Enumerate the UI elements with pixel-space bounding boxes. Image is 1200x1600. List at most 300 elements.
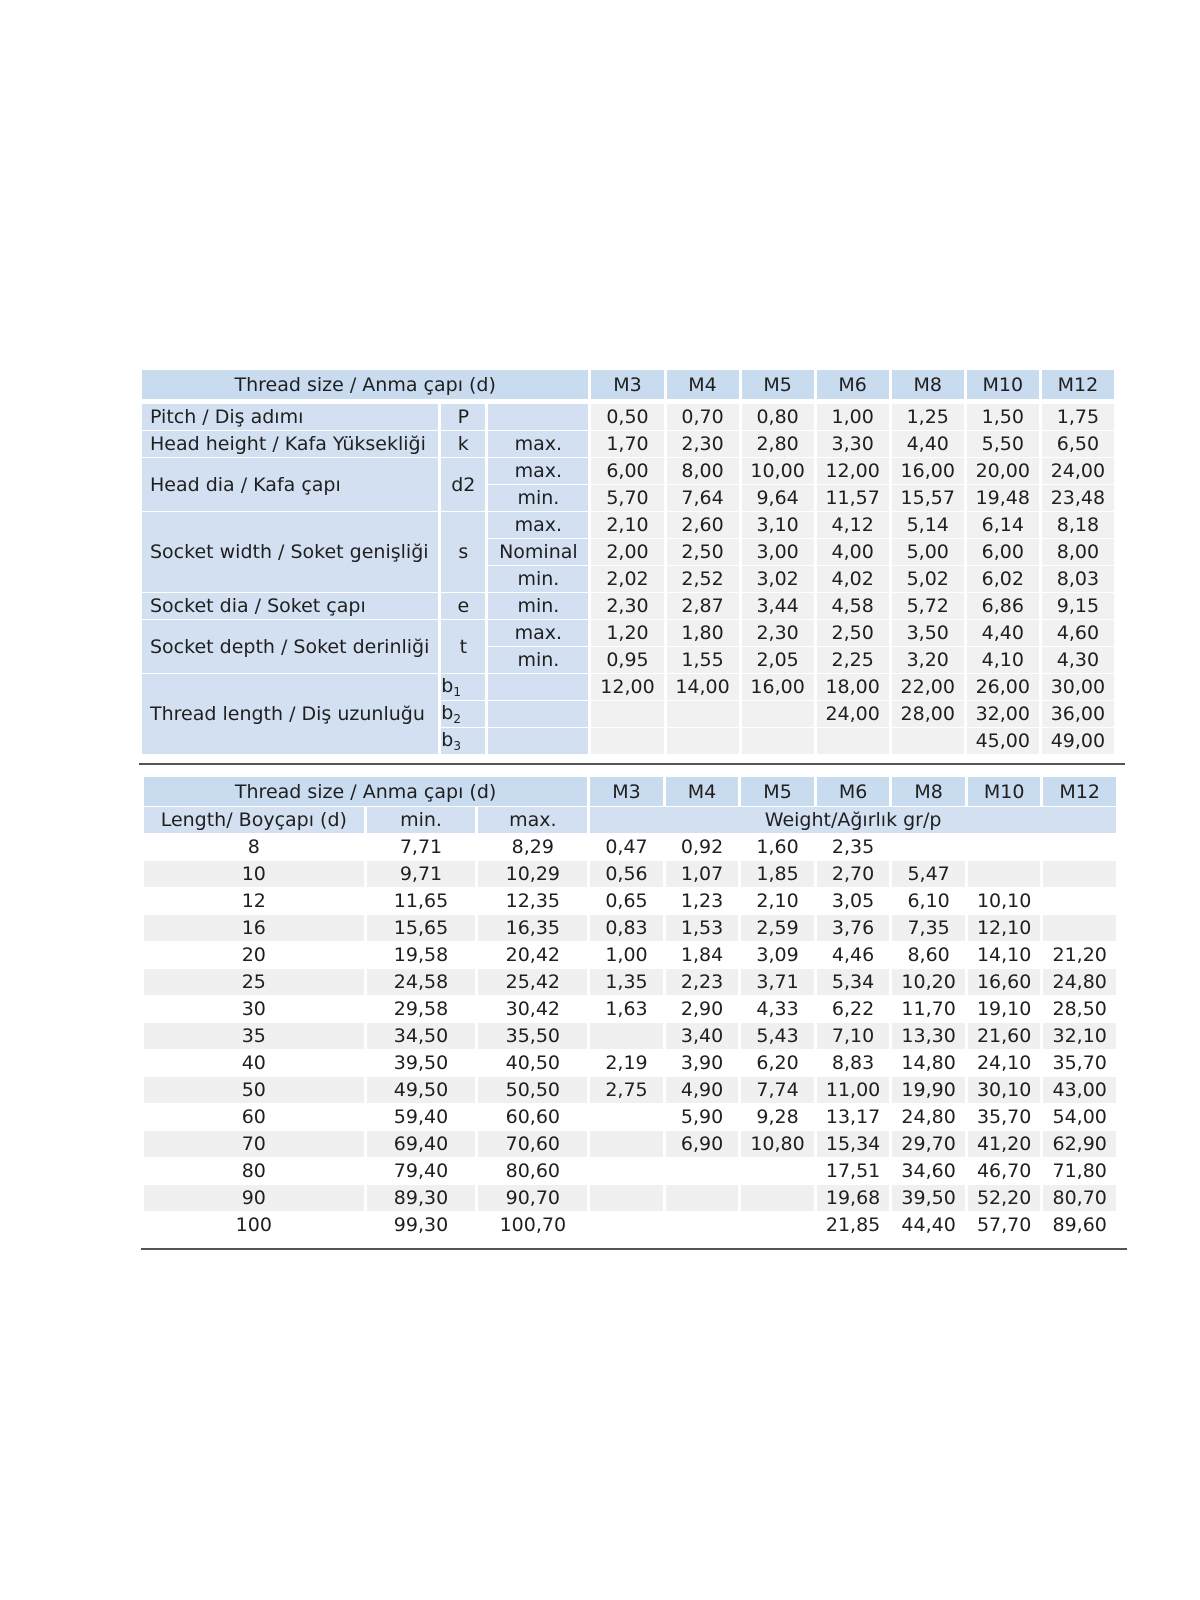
value-cell: 3,50 <box>892 620 964 646</box>
socket-depth-symbol: t <box>441 620 485 673</box>
value-cell: 11,57 <box>817 485 889 511</box>
weights-table <box>141 776 1119 1239</box>
weight-cell: 54,00 <box>1043 1104 1116 1130</box>
socket-dia-symbol: e <box>441 593 485 619</box>
size-header: M3 <box>590 777 663 806</box>
weight-cell: 0,65 <box>590 888 663 914</box>
value-cell: 3,10 <box>742 512 814 538</box>
value-cell: 8,00 <box>1042 539 1114 565</box>
value-cell: 3,00 <box>742 539 814 565</box>
size-header: M8 <box>892 370 964 399</box>
weight-cell: 2,90 <box>666 996 739 1022</box>
value-cell: 5,70 <box>591 485 663 511</box>
value-cell: 6,86 <box>967 593 1039 619</box>
max-cell: 8,29 <box>478 834 587 860</box>
value-cell: 1,80 <box>667 620 739 646</box>
table-row <box>144 1050 1116 1076</box>
weight-cell: 14,10 <box>968 942 1041 968</box>
min-cell: 19,58 <box>367 942 476 968</box>
thread-length-row <box>142 674 1114 700</box>
value-cell: 2,87 <box>667 593 739 619</box>
min-cell: 15,65 <box>367 915 476 941</box>
size-header: M8 <box>892 777 965 806</box>
length-cell: 30 <box>144 996 364 1022</box>
table1-bottom-rule <box>139 763 1125 765</box>
pitch-qualifier <box>488 404 588 430</box>
spacer-cell <box>142 400 1114 403</box>
max-cell: 40,50 <box>478 1050 587 1076</box>
value-cell: 4,58 <box>817 593 889 619</box>
head-dia-label: Head dia / Kafa çapı <box>142 458 438 511</box>
size-header: M12 <box>1043 777 1116 806</box>
weight-cell: 39,50 <box>892 1185 965 1211</box>
weight-cell: 24,80 <box>892 1104 965 1130</box>
weight-cell: 1,07 <box>666 861 739 887</box>
weight-cell: 2,19 <box>590 1050 663 1076</box>
size-header: M3 <box>591 370 663 399</box>
max-cell: 10,29 <box>478 861 587 887</box>
max-header: max. <box>478 807 587 833</box>
weight-cell: 52,20 <box>968 1185 1041 1211</box>
table-row <box>144 1104 1116 1130</box>
weight-cell: 7,10 <box>817 1023 890 1049</box>
weight-header: Weight/Ağırlık gr/p <box>590 807 1116 833</box>
value-cell: 2,80 <box>742 431 814 457</box>
max-cell: 25,42 <box>478 969 587 995</box>
weight-cell: 1,00 <box>590 942 663 968</box>
value-cell: 49,00 <box>1042 728 1114 754</box>
weight-cell: 4,90 <box>666 1077 739 1103</box>
weight-cell: 19,10 <box>968 996 1041 1022</box>
weight-cell <box>1043 834 1116 860</box>
value-cell: 10,00 <box>742 458 814 484</box>
weight-cell: 2,59 <box>741 915 814 941</box>
size-header: M10 <box>968 777 1041 806</box>
value-cell: 6,02 <box>967 566 1039 592</box>
value-cell: 5,00 <box>892 539 964 565</box>
value-cell: 9,64 <box>742 485 814 511</box>
weight-cell: 7,74 <box>741 1077 814 1103</box>
length-cell: 16 <box>144 915 364 941</box>
table-row <box>144 915 1116 941</box>
value-cell: 2,30 <box>667 431 739 457</box>
symbol-b: b <box>441 675 454 697</box>
weight-cell: 32,10 <box>1043 1023 1116 1049</box>
table-row <box>144 834 1116 860</box>
weight-cell <box>1043 888 1116 914</box>
symbol-subscript: 1 <box>453 685 461 699</box>
value-cell: 4,30 <box>1042 647 1114 673</box>
min-cell: 99,30 <box>367 1212 476 1238</box>
table-row <box>144 861 1116 887</box>
min-cell: 59,40 <box>367 1104 476 1130</box>
size-header: M5 <box>742 370 814 399</box>
min-cell: 11,65 <box>367 888 476 914</box>
weight-cell <box>590 1104 663 1130</box>
value-cell: 5,50 <box>967 431 1039 457</box>
length-cell: 20 <box>144 942 364 968</box>
max-cell: 12,35 <box>478 888 587 914</box>
weight-cell <box>741 1158 814 1184</box>
weight-cell: 46,70 <box>968 1158 1041 1184</box>
value-cell: 0,70 <box>667 404 739 430</box>
weight-cell: 6,10 <box>892 888 965 914</box>
pitch-row <box>142 404 1114 430</box>
size-header: M6 <box>817 777 890 806</box>
weight-cell: 1,60 <box>741 834 814 860</box>
weight-cell: 2,75 <box>590 1077 663 1103</box>
weight-cell: 13,30 <box>892 1023 965 1049</box>
value-cell: 2,00 <box>591 539 663 565</box>
weight-cell <box>666 1185 739 1211</box>
socket-width-symbol: s <box>441 512 485 592</box>
weight-cell: 21,85 <box>817 1212 890 1238</box>
value-cell: 8,00 <box>667 458 739 484</box>
value-cell: 2,10 <box>591 512 663 538</box>
value-cell: 18,00 <box>817 674 889 700</box>
weight-cell: 13,17 <box>817 1104 890 1130</box>
value-cell: 23,48 <box>1042 485 1114 511</box>
length-cell: 70 <box>144 1131 364 1157</box>
weight-cell: 16,60 <box>968 969 1041 995</box>
head-height-symbol: k <box>441 431 485 457</box>
thread-length-qualifier <box>488 701 588 727</box>
value-cell: 1,75 <box>1042 404 1114 430</box>
size-header: M12 <box>1042 370 1114 399</box>
thread-length-qualifier <box>488 728 588 754</box>
value-cell: 0,95 <box>591 647 663 673</box>
weight-cell: 14,80 <box>892 1050 965 1076</box>
weight-cell: 6,90 <box>666 1131 739 1157</box>
table2-subheader-row <box>144 807 1116 833</box>
weight-cell: 5,34 <box>817 969 890 995</box>
weight-cell <box>741 1185 814 1211</box>
weight-cell: 10,10 <box>968 888 1041 914</box>
value-cell: 12,00 <box>591 674 663 700</box>
weight-cell: 62,90 <box>1043 1131 1116 1157</box>
dimensions-table <box>139 369 1117 755</box>
weight-cell: 4,33 <box>741 996 814 1022</box>
value-cell: 8,03 <box>1042 566 1114 592</box>
value-cell: 28,00 <box>892 701 964 727</box>
weight-cell <box>1043 861 1116 887</box>
table-row <box>144 969 1116 995</box>
weight-cell: 1,23 <box>666 888 739 914</box>
value-cell: 3,20 <box>892 647 964 673</box>
value-cell: 4,40 <box>967 620 1039 646</box>
value-cell: 4,60 <box>1042 620 1114 646</box>
weight-cell: 3,76 <box>817 915 890 941</box>
weight-cell: 5,43 <box>741 1023 814 1049</box>
value-cell: 0,50 <box>591 404 663 430</box>
weight-cell: 5,47 <box>892 861 965 887</box>
length-cell: 35 <box>144 1023 364 1049</box>
value-cell: 14,00 <box>667 674 739 700</box>
weight-cell: 5,90 <box>666 1104 739 1130</box>
value-cell: 1,20 <box>591 620 663 646</box>
table-row <box>144 888 1116 914</box>
socket-depth-row <box>142 620 1114 646</box>
weight-cell: 2,23 <box>666 969 739 995</box>
value-cell: 26,00 <box>967 674 1039 700</box>
weight-cell: 0,83 <box>590 915 663 941</box>
weight-cell: 3,90 <box>666 1050 739 1076</box>
weight-cell: 10,80 <box>741 1131 814 1157</box>
max-cell: 70,60 <box>478 1131 587 1157</box>
weight-cell: 71,80 <box>1043 1158 1116 1184</box>
value-cell: 4,02 <box>817 566 889 592</box>
value-cell: 8,18 <box>1042 512 1114 538</box>
length-cell: 100 <box>144 1212 364 1238</box>
length-cell: 60 <box>144 1104 364 1130</box>
max-cell: 20,42 <box>478 942 587 968</box>
weight-cell <box>590 1212 663 1238</box>
value-cell: 2,05 <box>742 647 814 673</box>
thread-length-qualifier <box>488 674 588 700</box>
min-cell: 69,40 <box>367 1131 476 1157</box>
head-dia-row <box>142 458 1114 484</box>
min-cell: 9,71 <box>367 861 476 887</box>
socket-width-row <box>142 512 1114 538</box>
weight-cell: 2,35 <box>817 834 890 860</box>
min-cell: 29,58 <box>367 996 476 1022</box>
value-cell: 1,25 <box>892 404 964 430</box>
max-cell: 80,60 <box>478 1158 587 1184</box>
weight-cell: 24,80 <box>1043 969 1116 995</box>
socket-width-qualifier: min. <box>488 566 588 592</box>
value-cell <box>591 728 663 754</box>
weight-cell: 6,20 <box>741 1050 814 1076</box>
value-cell <box>667 728 739 754</box>
table-row <box>144 1185 1116 1211</box>
weight-cell: 9,28 <box>741 1104 814 1130</box>
weight-cell: 21,20 <box>1043 942 1116 968</box>
weight-cell <box>666 1212 739 1238</box>
length-cell: 80 <box>144 1158 364 1184</box>
max-cell: 30,42 <box>478 996 587 1022</box>
size-header: M5 <box>741 777 814 806</box>
min-cell: 34,50 <box>367 1023 476 1049</box>
weight-cell <box>590 1023 663 1049</box>
weight-cell: 8,60 <box>892 942 965 968</box>
weight-cell: 1,84 <box>666 942 739 968</box>
max-cell: 50,50 <box>478 1077 587 1103</box>
value-cell: 6,00 <box>967 539 1039 565</box>
length-cell: 25 <box>144 969 364 995</box>
weight-cell: 8,83 <box>817 1050 890 1076</box>
weight-cell <box>892 834 965 860</box>
value-cell: 1,70 <box>591 431 663 457</box>
symbol-b: b <box>441 729 454 751</box>
weight-cell: 0,47 <box>590 834 663 860</box>
value-cell: 6,00 <box>591 458 663 484</box>
table-row <box>144 1077 1116 1103</box>
value-cell: 24,00 <box>817 701 889 727</box>
weight-cell: 10,20 <box>892 969 965 995</box>
weight-cell: 3,05 <box>817 888 890 914</box>
length-cell: 40 <box>144 1050 364 1076</box>
weight-cell: 17,51 <box>817 1158 890 1184</box>
weight-cell: 19,90 <box>892 1077 965 1103</box>
pitch-symbol: P <box>441 404 485 430</box>
length-cell: 90 <box>144 1185 364 1211</box>
value-cell: 1,50 <box>967 404 1039 430</box>
value-cell <box>667 701 739 727</box>
length-header: Length/ Boyçapı (d) <box>144 807 364 833</box>
size-header: M6 <box>817 370 889 399</box>
min-cell: 89,30 <box>367 1185 476 1211</box>
weight-cell: 2,70 <box>817 861 890 887</box>
thread-length-label: Thread length / Diş uzunluğu <box>142 674 438 754</box>
value-cell: 2,02 <box>591 566 663 592</box>
value-cell: 1,55 <box>667 647 739 673</box>
length-cell: 50 <box>144 1077 364 1103</box>
weight-cell <box>590 1158 663 1184</box>
value-cell: 7,64 <box>667 485 739 511</box>
table-row <box>144 996 1116 1022</box>
min-cell: 7,71 <box>367 834 476 860</box>
table2-header-row <box>144 777 1116 806</box>
weight-cell <box>590 1185 663 1211</box>
value-cell: 9,15 <box>1042 593 1114 619</box>
socket-width-label: Socket width / Soket genişliği <box>142 512 438 592</box>
min-cell: 79,40 <box>367 1158 476 1184</box>
weight-cell: 80,70 <box>1043 1185 1116 1211</box>
value-cell: 45,00 <box>967 728 1039 754</box>
weight-cell: 15,34 <box>817 1131 890 1157</box>
value-cell: 3,02 <box>742 566 814 592</box>
value-cell: 5,72 <box>892 593 964 619</box>
table-row <box>144 1023 1116 1049</box>
weight-cell <box>1043 915 1116 941</box>
pitch-label: Pitch / Diş adımı <box>142 404 438 430</box>
value-cell: 4,00 <box>817 539 889 565</box>
weight-cell: 12,10 <box>968 915 1041 941</box>
table-row <box>144 1212 1116 1238</box>
value-cell <box>892 728 964 754</box>
value-cell: 2,50 <box>667 539 739 565</box>
min-header: min. <box>367 807 476 833</box>
thread-length-symbol <box>441 728 485 754</box>
min-cell: 49,50 <box>367 1077 476 1103</box>
weight-cell: 11,70 <box>892 996 965 1022</box>
value-cell: 1,00 <box>817 404 889 430</box>
socket-depth-qualifier: min. <box>488 647 588 673</box>
thread-size-header: Thread size / Anma çapı (d) <box>144 777 587 806</box>
weight-cell <box>968 834 1041 860</box>
weight-cell: 2,10 <box>741 888 814 914</box>
socket-width-qualifier: Nominal <box>488 539 588 565</box>
length-cell: 10 <box>144 861 364 887</box>
max-cell: 100,70 <box>478 1212 587 1238</box>
weight-cell: 4,46 <box>817 942 890 968</box>
symbol-subscript: 2 <box>453 712 461 726</box>
head-dia-qualifier: max. <box>488 458 588 484</box>
value-cell <box>817 728 889 754</box>
value-cell: 6,14 <box>967 512 1039 538</box>
weight-cell: 0,92 <box>666 834 739 860</box>
weight-cell: 89,60 <box>1043 1212 1116 1238</box>
value-cell: 36,00 <box>1042 701 1114 727</box>
weight-cell: 11,00 <box>817 1077 890 1103</box>
value-cell: 4,10 <box>967 647 1039 673</box>
head-height-qualifier: max. <box>488 431 588 457</box>
table2-bottom-rule <box>141 1248 1127 1250</box>
value-cell: 2,30 <box>591 593 663 619</box>
weight-cell: 6,22 <box>817 996 890 1022</box>
weight-cell: 3,71 <box>741 969 814 995</box>
thread-length-symbol <box>441 701 485 727</box>
value-cell: 0,80 <box>742 404 814 430</box>
socket-dia-label: Socket dia / Soket çapı <box>142 593 438 619</box>
symbol-subscript: 3 <box>453 739 461 753</box>
symbol-b: b <box>441 702 454 724</box>
head-height-row <box>142 431 1114 457</box>
min-cell: 24,58 <box>367 969 476 995</box>
weight-cell <box>741 1212 814 1238</box>
weight-cell: 43,00 <box>1043 1077 1116 1103</box>
weight-cell: 35,70 <box>1043 1050 1116 1076</box>
weight-cell <box>590 1131 663 1157</box>
max-cell: 60,60 <box>478 1104 587 1130</box>
thread-length-symbol <box>441 674 485 700</box>
value-cell: 4,12 <box>817 512 889 538</box>
value-cell <box>742 728 814 754</box>
weight-cell: 3,09 <box>741 942 814 968</box>
weight-cell: 21,60 <box>968 1023 1041 1049</box>
value-cell: 2,60 <box>667 512 739 538</box>
socket-width-qualifier: max. <box>488 512 588 538</box>
value-cell: 5,02 <box>892 566 964 592</box>
value-cell: 24,00 <box>1042 458 1114 484</box>
weight-cell: 7,35 <box>892 915 965 941</box>
max-cell: 35,50 <box>478 1023 587 1049</box>
weight-cell: 44,40 <box>892 1212 965 1238</box>
weight-cell: 0,56 <box>590 861 663 887</box>
size-header: M4 <box>667 370 739 399</box>
weight-cell: 30,10 <box>968 1077 1041 1103</box>
value-cell: 30,00 <box>1042 674 1114 700</box>
value-cell: 32,00 <box>967 701 1039 727</box>
weight-cell: 57,70 <box>968 1212 1041 1238</box>
head-dia-symbol: d2 <box>441 458 485 511</box>
value-cell <box>742 701 814 727</box>
value-cell: 2,25 <box>817 647 889 673</box>
thread-size-header: Thread size / Anma çapı (d) <box>142 370 588 399</box>
value-cell <box>591 701 663 727</box>
table1-spacer <box>142 400 1114 403</box>
head-height-label: Head height / Kafa Yüksekliği <box>142 431 438 457</box>
length-cell: 8 <box>144 834 364 860</box>
weight-cell: 1,63 <box>590 996 663 1022</box>
socket-dia-row <box>142 593 1114 619</box>
weight-cell <box>968 861 1041 887</box>
value-cell: 16,00 <box>742 674 814 700</box>
value-cell: 19,48 <box>967 485 1039 511</box>
value-cell: 20,00 <box>967 458 1039 484</box>
size-header: M4 <box>666 777 739 806</box>
table1-header-row <box>142 370 1114 399</box>
size-header: M10 <box>967 370 1039 399</box>
weight-cell: 28,50 <box>1043 996 1116 1022</box>
value-cell: 3,44 <box>742 593 814 619</box>
weight-cell: 24,10 <box>968 1050 1041 1076</box>
length-cell: 12 <box>144 888 364 914</box>
table-row <box>144 1131 1116 1157</box>
weight-cell: 1,35 <box>590 969 663 995</box>
value-cell: 3,30 <box>817 431 889 457</box>
table-row <box>144 942 1116 968</box>
